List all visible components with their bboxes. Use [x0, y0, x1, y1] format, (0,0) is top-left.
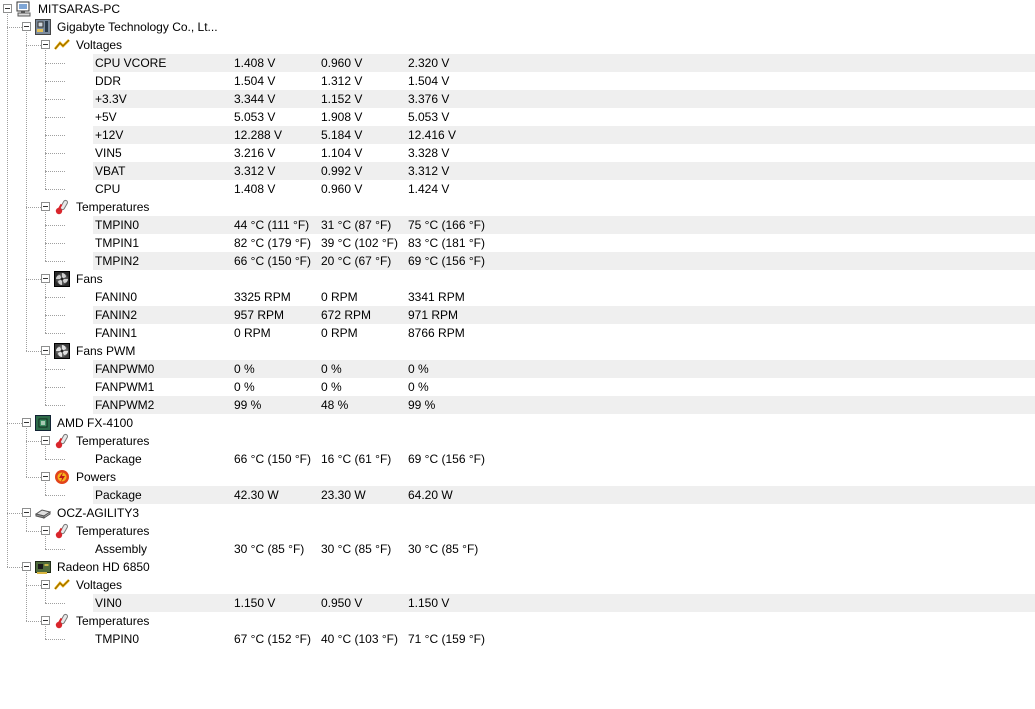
- tree-connector: [26, 351, 41, 352]
- tree-connector: [45, 135, 65, 136]
- sensor-min: 1.104 V: [321, 146, 363, 160]
- sensor-max: 5.053 V: [408, 110, 450, 124]
- tree-node-group-label: Temperatures: [76, 200, 150, 214]
- sensor-row[interactable]: [0, 72, 1035, 90]
- tree-connector: [45, 387, 65, 388]
- tree-node-hardware[interactable]: [0, 414, 1035, 432]
- sensor-max: 71 °C (159 °F): [408, 632, 485, 646]
- sensor-max: 69 °C (156 °F): [408, 452, 485, 466]
- tree-node-group[interactable]: [0, 198, 1035, 216]
- sensor-row[interactable]: [0, 594, 1035, 612]
- tree-connector: [45, 153, 65, 154]
- sensor-max: 3.312 V: [408, 164, 450, 178]
- tree-connector: [26, 279, 41, 280]
- tree-connector: [45, 117, 65, 118]
- tree-connector: [45, 50, 46, 189]
- sensor-name: FANIN0: [95, 290, 138, 304]
- sensor-max: 3.328 V: [408, 146, 450, 160]
- collapse-toggle[interactable]: [41, 580, 50, 589]
- tree-node-group-label: Powers: [76, 470, 117, 484]
- tree-node-group-label: Temperatures: [76, 524, 150, 538]
- sensor-row[interactable]: [0, 288, 1035, 306]
- sensor-value: 66 °C (150 °F): [234, 254, 311, 268]
- collapse-toggle[interactable]: [22, 22, 31, 31]
- tree-node-group-label: Fans: [76, 272, 103, 286]
- tree-connector: [45, 99, 65, 100]
- sensor-value: 67 °C (152 °F): [234, 632, 311, 646]
- sensor-name: TMPIN2: [95, 254, 140, 268]
- tree-connector: [45, 315, 65, 316]
- tree-connector: [26, 572, 27, 621]
- sensor-name: VBAT: [95, 164, 126, 178]
- sensor-name: FANPWM1: [95, 380, 155, 394]
- sensor-row[interactable]: [0, 306, 1035, 324]
- sensor-value: 5.053 V: [234, 110, 276, 124]
- tree-connector: [26, 477, 41, 478]
- sensor-value: 957 RPM: [234, 308, 285, 322]
- tree-node-group-label: Temperatures: [76, 614, 150, 628]
- tree-connector: [26, 441, 41, 442]
- tree-connector: [7, 423, 22, 424]
- sensor-name: TMPIN0: [95, 632, 140, 646]
- fan-pwm-icon: [54, 343, 70, 359]
- tree-connector: [26, 585, 41, 586]
- sensor-value: 30 °C (85 °F): [234, 542, 305, 556]
- tree-connector: [45, 356, 46, 405]
- tree-connector: [45, 297, 65, 298]
- tree-connector: [45, 284, 46, 333]
- sensor-name: +5V: [95, 110, 117, 124]
- cpu-icon: [35, 415, 51, 431]
- sensor-row[interactable]: [0, 252, 1035, 270]
- tree-connector: [26, 428, 27, 477]
- sensor-row[interactable]: [0, 396, 1035, 414]
- sensor-max: 8766 RPM: [408, 326, 465, 340]
- collapse-toggle[interactable]: [41, 40, 50, 49]
- voltage-icon: [54, 577, 70, 593]
- collapse-toggle[interactable]: [41, 346, 50, 355]
- tree-connector: [26, 45, 41, 46]
- tree-connector: [45, 243, 65, 244]
- sensor-min: 5.184 V: [321, 128, 363, 142]
- tree-connector: [45, 549, 65, 550]
- sensor-row[interactable]: [0, 540, 1035, 558]
- sensor-min: 0.992 V: [321, 164, 363, 178]
- hard-drive-icon: [35, 505, 51, 521]
- tree-connector: [45, 536, 46, 549]
- tree-node-group[interactable]: [0, 468, 1035, 486]
- sensor-row[interactable]: [0, 216, 1035, 234]
- tree-connector: [45, 63, 65, 64]
- sensor-row[interactable]: [0, 180, 1035, 198]
- sensor-max: 99 %: [408, 398, 436, 412]
- tree-connector: [7, 567, 22, 568]
- sensor-min: 30 °C (85 °F): [321, 542, 392, 556]
- collapse-toggle[interactable]: [41, 472, 50, 481]
- sensor-row[interactable]: [0, 144, 1035, 162]
- sensor-name: FANIN1: [95, 326, 138, 340]
- sensor-max: 69 °C (156 °F): [408, 254, 485, 268]
- sensor-value: 1.504 V: [234, 74, 276, 88]
- sensor-value: 66 °C (150 °F): [234, 452, 311, 466]
- computer-icon: [16, 1, 32, 17]
- sensor-max: 30 °C (85 °F): [408, 542, 479, 556]
- sensor-min: 0.960 V: [321, 182, 363, 196]
- tree-node-group[interactable]: [0, 432, 1035, 450]
- sensor-max: 3.376 V: [408, 92, 450, 106]
- thermometer-icon: [54, 613, 70, 629]
- sensor-row[interactable]: [0, 486, 1035, 504]
- collapse-toggle[interactable]: [41, 436, 50, 445]
- tree-connector: [45, 495, 65, 496]
- sensor-min: 31 °C (87 °F): [321, 218, 392, 232]
- sensor-min: 0 %: [321, 362, 342, 376]
- sensor-name: FANIN2: [95, 308, 138, 322]
- motherboard-icon: [35, 19, 51, 35]
- tree-connector: [45, 626, 46, 639]
- sensor-row[interactable]: [0, 450, 1035, 468]
- sensor-min: 40 °C (103 °F): [321, 632, 398, 646]
- tree-connector: [45, 459, 65, 460]
- sensor-row[interactable]: [0, 126, 1035, 144]
- collapse-toggle[interactable]: [3, 4, 12, 13]
- sensor-row[interactable]: [0, 630, 1035, 648]
- tree-connector: [45, 212, 46, 261]
- sensor-value: 3.216 V: [234, 146, 276, 160]
- sensor-min: 20 °C (67 °F): [321, 254, 392, 268]
- collapse-toggle[interactable]: [41, 274, 50, 283]
- gpu-icon: [35, 559, 51, 575]
- sensor-min: 23.30 W: [321, 488, 366, 502]
- tree-node-hardware-label: Radeon HD 6850: [57, 560, 150, 574]
- sensor-min: 1.152 V: [321, 92, 363, 106]
- sensor-value: 0 %: [234, 362, 255, 376]
- sensor-row[interactable]: [0, 378, 1035, 396]
- sensor-name: +3.3V: [95, 92, 127, 106]
- tree-node-group[interactable]: [0, 612, 1035, 630]
- sensor-max: 12.416 V: [408, 128, 457, 142]
- sensor-min: 672 RPM: [321, 308, 372, 322]
- tree-node-group[interactable]: [0, 576, 1035, 594]
- sensor-name: FANPWM2: [95, 398, 155, 412]
- sensor-min: 0 RPM: [321, 290, 358, 304]
- sensor-value: 12.288 V: [234, 128, 283, 142]
- sensor-min: 1.312 V: [321, 74, 363, 88]
- tree-connector: [45, 639, 65, 640]
- sensor-value: 3.344 V: [234, 92, 276, 106]
- tree-connector: [26, 207, 41, 208]
- tree-node-group-label: Temperatures: [76, 434, 150, 448]
- sensor-min: 0.960 V: [321, 56, 363, 70]
- sensor-row[interactable]: [0, 90, 1035, 108]
- tree-connector: [26, 531, 41, 532]
- sensor-max: 0 %: [408, 380, 429, 394]
- sensor-name: TMPIN0: [95, 218, 140, 232]
- tree-node-hardware[interactable]: [0, 558, 1035, 576]
- tree-node-group[interactable]: [0, 270, 1035, 288]
- sensor-row[interactable]: [0, 360, 1035, 378]
- sensor-value: 3325 RPM: [234, 290, 291, 304]
- collapse-toggle[interactable]: [22, 418, 31, 427]
- tree-node-hardware-label: AMD FX-4100: [57, 416, 134, 430]
- thermometer-icon: [54, 523, 70, 539]
- sensor-max: 83 °C (181 °F): [408, 236, 485, 250]
- tree-connector: [45, 171, 65, 172]
- fan-icon: [54, 271, 70, 287]
- sensor-value: 1.408 V: [234, 182, 276, 196]
- tree-node-group-label: Fans PWM: [76, 344, 136, 358]
- tree-node-hardware[interactable]: [0, 504, 1035, 522]
- tree-connector: [7, 14, 8, 567]
- tree-connector: [45, 446, 46, 459]
- tree-connector: [45, 81, 65, 82]
- voltage-icon: [54, 37, 70, 53]
- sensor-min: 0.950 V: [321, 596, 363, 610]
- tree-connector: [45, 482, 46, 495]
- sensor-name: VIN0: [95, 596, 122, 610]
- sensor-max: 75 °C (166 °F): [408, 218, 485, 232]
- tree-connector: [45, 590, 46, 603]
- tree-connector: [45, 189, 65, 190]
- sensor-min: 16 °C (61 °F): [321, 452, 392, 466]
- sensor-max: 1.150 V: [408, 596, 450, 610]
- sensor-value: 42.30 W: [234, 488, 279, 502]
- tree-connector: [7, 513, 22, 514]
- sensor-row[interactable]: [0, 234, 1035, 252]
- collapse-toggle[interactable]: [41, 202, 50, 211]
- sensor-name: TMPIN1: [95, 236, 140, 250]
- tree-node-root[interactable]: [0, 0, 1035, 18]
- thermometer-icon: [54, 199, 70, 215]
- sensor-value: 0 %: [234, 380, 255, 394]
- tree-connector: [45, 225, 65, 226]
- tree-node-hardware-label: Gigabyte Technology Co., Lt...: [57, 20, 218, 34]
- collapse-toggle[interactable]: [41, 616, 50, 625]
- sensor-name: Assembly: [95, 542, 148, 556]
- sensor-max: 0 %: [408, 362, 429, 376]
- tree-connector: [26, 32, 27, 351]
- tree-node-hardware-label: OCZ-AGILITY3: [57, 506, 140, 520]
- sensor-name: FANPWM0: [95, 362, 155, 376]
- tree-connector: [45, 333, 65, 334]
- sensor-max: 1.424 V: [408, 182, 450, 196]
- sensor-row[interactable]: [0, 54, 1035, 72]
- sensor-row[interactable]: [0, 162, 1035, 180]
- sensor-name: CPU VCORE: [95, 56, 167, 70]
- tree-node-group[interactable]: [0, 342, 1035, 360]
- sensor-max: 1.504 V: [408, 74, 450, 88]
- sensor-value: 1.150 V: [234, 596, 276, 610]
- sensor-row[interactable]: [0, 108, 1035, 126]
- tree-connector: [26, 621, 41, 622]
- tree-node-root-label: MITSARAS-PC: [38, 2, 121, 16]
- sensor-value: 3.312 V: [234, 164, 276, 178]
- tree-node-hardware[interactable]: [0, 18, 1035, 36]
- tree-node-group-label: Voltages: [76, 38, 123, 52]
- tree-connector: [26, 518, 27, 531]
- sensor-name: Package: [95, 452, 142, 466]
- sensor-min: 0 RPM: [321, 326, 358, 340]
- sensor-min: 0 %: [321, 380, 342, 394]
- sensor-value: 0 RPM: [234, 326, 271, 340]
- tree-connector: [45, 369, 65, 370]
- sensor-name: CPU: [95, 182, 121, 196]
- sensor-name: VIN5: [95, 146, 122, 160]
- power-icon: [54, 469, 70, 485]
- sensor-min: 1.908 V: [321, 110, 363, 124]
- thermometer-icon: [54, 433, 70, 449]
- sensor-row[interactable]: [0, 324, 1035, 342]
- sensor-max: 2.320 V: [408, 56, 450, 70]
- sensor-value: 99 %: [234, 398, 262, 412]
- sensor-max: 3341 RPM: [408, 290, 465, 304]
- tree-node-group-label: Voltages: [76, 578, 123, 592]
- tree-connector: [45, 261, 65, 262]
- collapse-toggle[interactable]: [22, 562, 31, 571]
- sensor-min: 39 °C (102 °F): [321, 236, 398, 250]
- tree-connector: [45, 603, 65, 604]
- tree-connector: [45, 405, 65, 406]
- sensor-name: DDR: [95, 74, 121, 88]
- sensor-value: 1.408 V: [234, 56, 276, 70]
- sensor-name: +12V: [95, 128, 124, 142]
- sensor-value: 44 °C (111 °F): [234, 218, 310, 232]
- sensor-value: 82 °C (179 °F): [234, 236, 311, 250]
- sensor-max: 971 RPM: [408, 308, 459, 322]
- collapse-toggle[interactable]: [22, 508, 31, 517]
- tree-connector: [7, 27, 22, 28]
- collapse-toggle[interactable]: [41, 526, 50, 535]
- sensor-name: Package: [95, 488, 142, 502]
- tree-node-group[interactable]: [0, 522, 1035, 540]
- sensor-max: 64.20 W: [408, 488, 453, 502]
- tree-node-group[interactable]: [0, 36, 1035, 54]
- sensor-min: 48 %: [321, 398, 349, 412]
